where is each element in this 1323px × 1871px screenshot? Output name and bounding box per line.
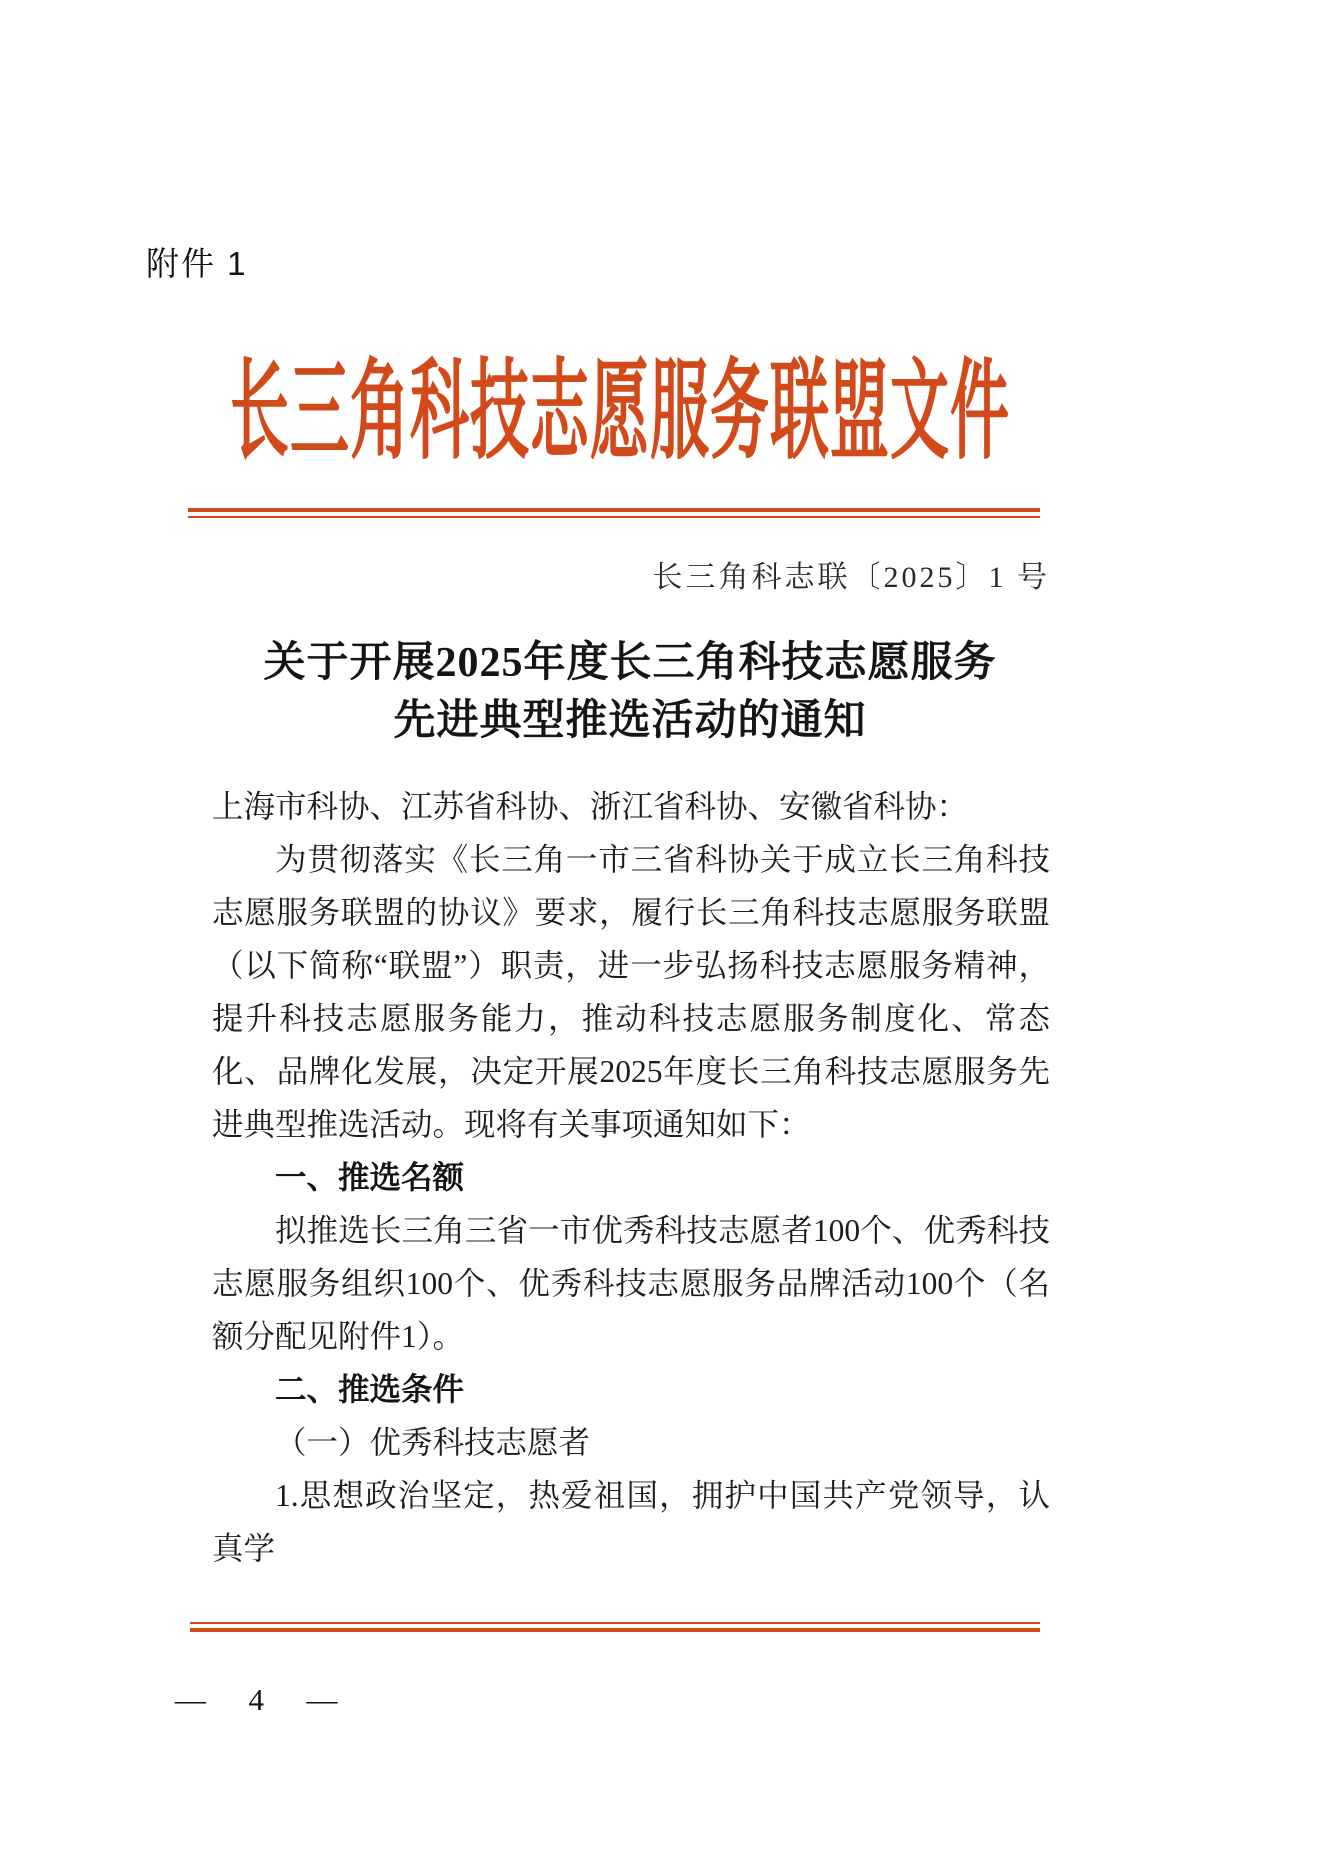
document-title-line2: 先进典型推选活动的通知 xyxy=(393,698,867,744)
paragraph-quota: 拟推选长三角三省一市优秀科技志愿者100个、优秀科技志愿服务组织100个、优秀科技志愿服务品牌活动100个（名额分配见附件1）。 xyxy=(212,1213,1050,1354)
section-heading-conditions: 二、推选条件 xyxy=(275,1371,465,1407)
document-title-line1: 关于开展2025年度长三角科技志愿服务 xyxy=(263,640,997,686)
masthead-org-title: 长三角科技志愿服务联盟文件 xyxy=(229,350,1010,473)
header-divider xyxy=(188,508,1040,518)
document-number: 长三角科志联〔2025〕1 号 xyxy=(652,561,1050,594)
attachment-label: 附件 1 xyxy=(146,245,248,282)
masthead xyxy=(190,350,1050,473)
document-title xyxy=(190,634,1070,750)
page-number: — 4 — xyxy=(175,1682,347,1717)
paragraph-condition-1: 1.思想政治坚定，热爱祖国，拥护中国共产党领导，认真学 xyxy=(212,1478,1050,1566)
paragraph-preamble: 为贯彻落实《长三角一市三省科协关于成立长三角科技志愿服务联盟的协议》要求，履行长三角科技志愿服务联盟（以下简称“联盟”）职责，进一步弘扬科技志愿服务精神，提升科技志愿服务能力，推动科技志愿服务制度化、常态化、品牌化发展，决定开展2025年度长三角科技志愿服务先进典型推选活动。现将有关事项通知如下： xyxy=(212,842,1050,1142)
footer-divider xyxy=(190,1622,1040,1632)
addressee-line: 上海市科协、江苏省科协、浙江省科协、安徽省科协： xyxy=(212,789,969,824)
section-heading-quota: 一、推选名额 xyxy=(275,1159,465,1195)
subsection-heading-volunteer: （一）优秀科技志愿者 xyxy=(275,1425,591,1460)
notice-body xyxy=(212,780,1050,1575)
